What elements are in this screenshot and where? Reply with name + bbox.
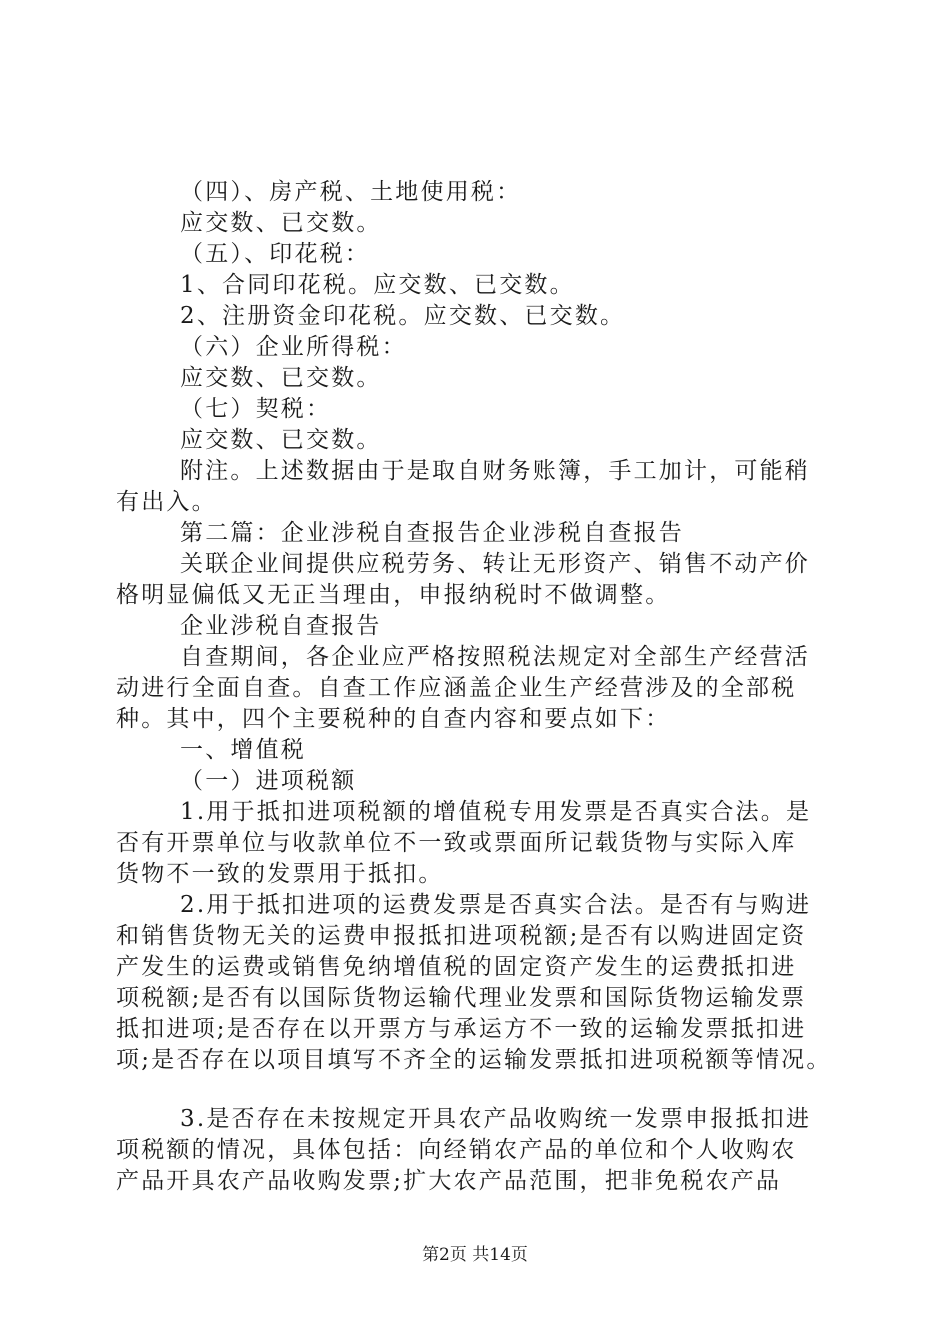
page-number-footer: 第2页 共14页 xyxy=(422,1245,528,1265)
text-line: 1.用于抵扣进项税额的增值税专用发票是否真实合法。是 xyxy=(180,799,812,825)
text-line: 项税额;是否有以国际货物运输代理业发票和国际货物运输发票 xyxy=(116,985,807,1011)
text-line: 货物不一致的发票用于抵扣。 xyxy=(116,861,444,887)
section-heading: 一、增值税 xyxy=(180,737,306,763)
section-heading: 第二篇：企业涉税自查报告企业涉税自查报告 xyxy=(180,520,684,546)
text-line: （五）、印花税： xyxy=(180,241,371,267)
text-line: 动进行全面自查。自查工作应涵盖企业生产经营涉及的全部税 xyxy=(116,675,797,701)
text-line: 应交数、已交数。 xyxy=(180,365,382,391)
text-line: 有出入。 xyxy=(116,489,217,515)
text-line: 2.用于抵扣进项的运费发票是否真实合法。是否有与购进 xyxy=(180,892,812,918)
text-line: 格明显偏低又无正当理由，申报纳税时不做调整。 xyxy=(116,582,671,608)
text-line: 和销售货物无关的运费申报抵扣进项税额;是否有以购进固定资 xyxy=(116,923,807,949)
text-line: （七）契税： xyxy=(180,396,332,422)
text-line: 产品开具农产品收购发票;扩大农产品范围，把非免税农产品 xyxy=(116,1168,782,1194)
text-line: 附注。上述数据由于是取自财务账簿，手工加计，可能稍 xyxy=(180,458,810,484)
text-line: 2、注册资金印花税。应交数、已交数。 xyxy=(180,303,626,329)
text-line: 应交数、已交数。 xyxy=(180,210,382,236)
text-line: 种。其中，四个主要税种的自查内容和要点如下： xyxy=(116,706,671,732)
text-line: （六）企业所得税： xyxy=(180,334,407,360)
text-line: 自查期间，各企业应严格按照税法规定对全部生产经营活 xyxy=(180,644,810,670)
text-line: 产发生的运费或销售免纳增值税的固定资产发生的运费抵扣进 xyxy=(116,954,797,980)
text-line: 关联企业间提供应税劳务、转让无形资产、销售不动产价 xyxy=(180,551,810,577)
text-line: （四）、房产税、土地使用税： xyxy=(180,179,522,205)
paragraph-gap xyxy=(180,1076,840,1104)
text-line: 1、合同印花税。应交数、已交数。 xyxy=(180,272,575,298)
text-line: 否有开票单位与收款单位不一致或票面所记载货物与实际入库 xyxy=(116,830,797,856)
report-title: 企业涉税自查报告 xyxy=(180,613,382,639)
text-line: 项税额的情况，具体包括：向经销农产品的单位和个人收购农 xyxy=(116,1137,797,1163)
subsection-heading: （一）进项税额 xyxy=(180,768,357,794)
text-line: 3.是否存在未按规定开具农产品收购统一发票申报抵扣进 xyxy=(180,1106,812,1132)
text-line: 应交数、已交数。 xyxy=(180,427,382,453)
text-line: 项;是否存在以项目填写不齐全的运输发票抵扣进项税额等情况。 xyxy=(116,1047,832,1073)
text-line: 抵扣进项;是否存在以开票方与承运方不一致的运输发票抵扣进 xyxy=(116,1016,807,1042)
document-body xyxy=(116,177,840,1197)
